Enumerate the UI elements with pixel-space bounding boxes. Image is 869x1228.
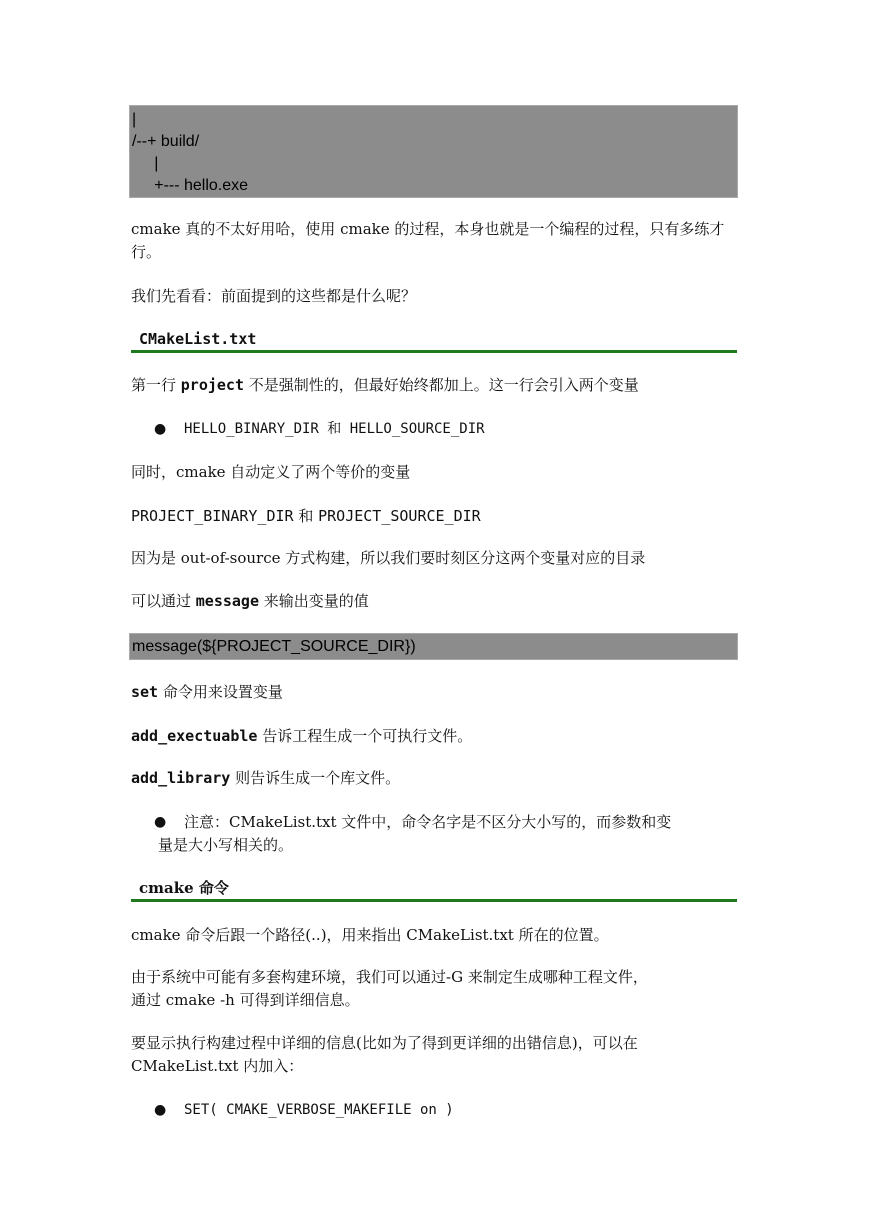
paragraph-project xyxy=(131,374,741,397)
paragraph-set xyxy=(131,681,741,704)
text: 可以通过 xyxy=(131,592,196,610)
section-heading-cmake-command xyxy=(131,877,737,902)
list-item xyxy=(154,811,740,857)
paragraph-cmake-path: cmake 命令后跟一个路径(..)，用来指出 CMakeList.txt 所在的位置。 xyxy=(131,926,609,944)
text: 不是强制性的，但最好始终都加上。这一行会引入两个变量 xyxy=(244,376,639,394)
paragraph-message xyxy=(131,590,741,613)
code-line: | xyxy=(132,111,137,128)
paragraph-equivalent-vars: 同时，cmake 自动定义了两个等价的变量 xyxy=(131,463,411,481)
bullet-icon: ● xyxy=(154,421,167,437)
text: 告诉工程生成一个可执行文件。 xyxy=(257,727,473,745)
text-line: 由于系统中可能有多套构建环境，我们可以通过-G 来制定生成哪种工程文件， xyxy=(131,968,648,986)
inline-code: PROJECT_BINARY_DIR xyxy=(131,507,294,525)
code-line: | xyxy=(132,155,159,172)
directory-tree-code-block xyxy=(129,105,738,198)
paragraph-add-executable xyxy=(131,725,741,748)
code-line: message(${PROJECT_SOURCE_DIR}) xyxy=(132,638,416,655)
list-item-text: HELLO_BINARY_DIR 和 HELLO_SOURCE_DIR xyxy=(184,421,485,437)
inline-code: add_exectuable xyxy=(131,727,258,745)
paragraph-project-vars xyxy=(131,505,741,528)
code-line: +--- hello.exe xyxy=(132,177,249,194)
message-code-block xyxy=(129,633,738,660)
heading-text: CMakeList.txt xyxy=(139,330,257,348)
inline-code: message xyxy=(195,592,259,610)
text-line: 要显示执行构建过程中详细的信息(比如为了得到更详细的出错信息)，可以在 xyxy=(131,1034,638,1052)
text-line: CMakeList.txt 内加入： xyxy=(131,1057,304,1075)
code-line: /--+ build/ xyxy=(132,133,200,150)
text: 和 xyxy=(293,507,319,525)
inline-code: add_library xyxy=(131,769,231,787)
inline-code: set xyxy=(131,683,159,701)
text: 来输出变量的值 xyxy=(259,592,369,610)
text: 第一行 xyxy=(131,376,181,394)
paragraph-verbose xyxy=(131,1032,741,1078)
heading-text: cmake 命令 xyxy=(139,879,229,897)
text: 命令用来设置变量 xyxy=(158,683,283,701)
inline-code: PROJECT_SOURCE_DIR xyxy=(318,507,481,525)
paragraph-add-library xyxy=(131,767,741,790)
bullet-icon: ● xyxy=(154,1102,167,1118)
text-line: 通过 cmake -h 可得到详细信息。 xyxy=(131,991,360,1009)
list-item-text: SET( CMAKE_VERBOSE_MAKEFILE on ) xyxy=(184,1102,454,1118)
paragraph-generator xyxy=(131,966,741,1012)
text: 则告诉生成一个库文件。 xyxy=(230,769,401,787)
section-heading-cmakelist xyxy=(131,328,737,353)
list-item-text: 量是大小写相关的。 xyxy=(158,836,294,854)
list-item-text: 注意：CMakeList.txt 文件中，命令名字是不区分大小写的，而参数和变 xyxy=(184,813,672,831)
inline-code: project xyxy=(180,376,244,394)
paragraph-question: 我们先看看：前面提到的这些都是什么呢？ xyxy=(131,287,417,305)
paragraph-cmake-intro: cmake 真的不太好用哈，使用 cmake 的过程，本身也就是一个编程的过程，只有多练才行。 xyxy=(131,220,725,261)
paragraph-out-of-source: 因为是 out-of-source 方式构建，所以我们要时刻区分这两个变量对应的目录 xyxy=(131,549,646,567)
bullet-icon: ● xyxy=(154,814,167,830)
